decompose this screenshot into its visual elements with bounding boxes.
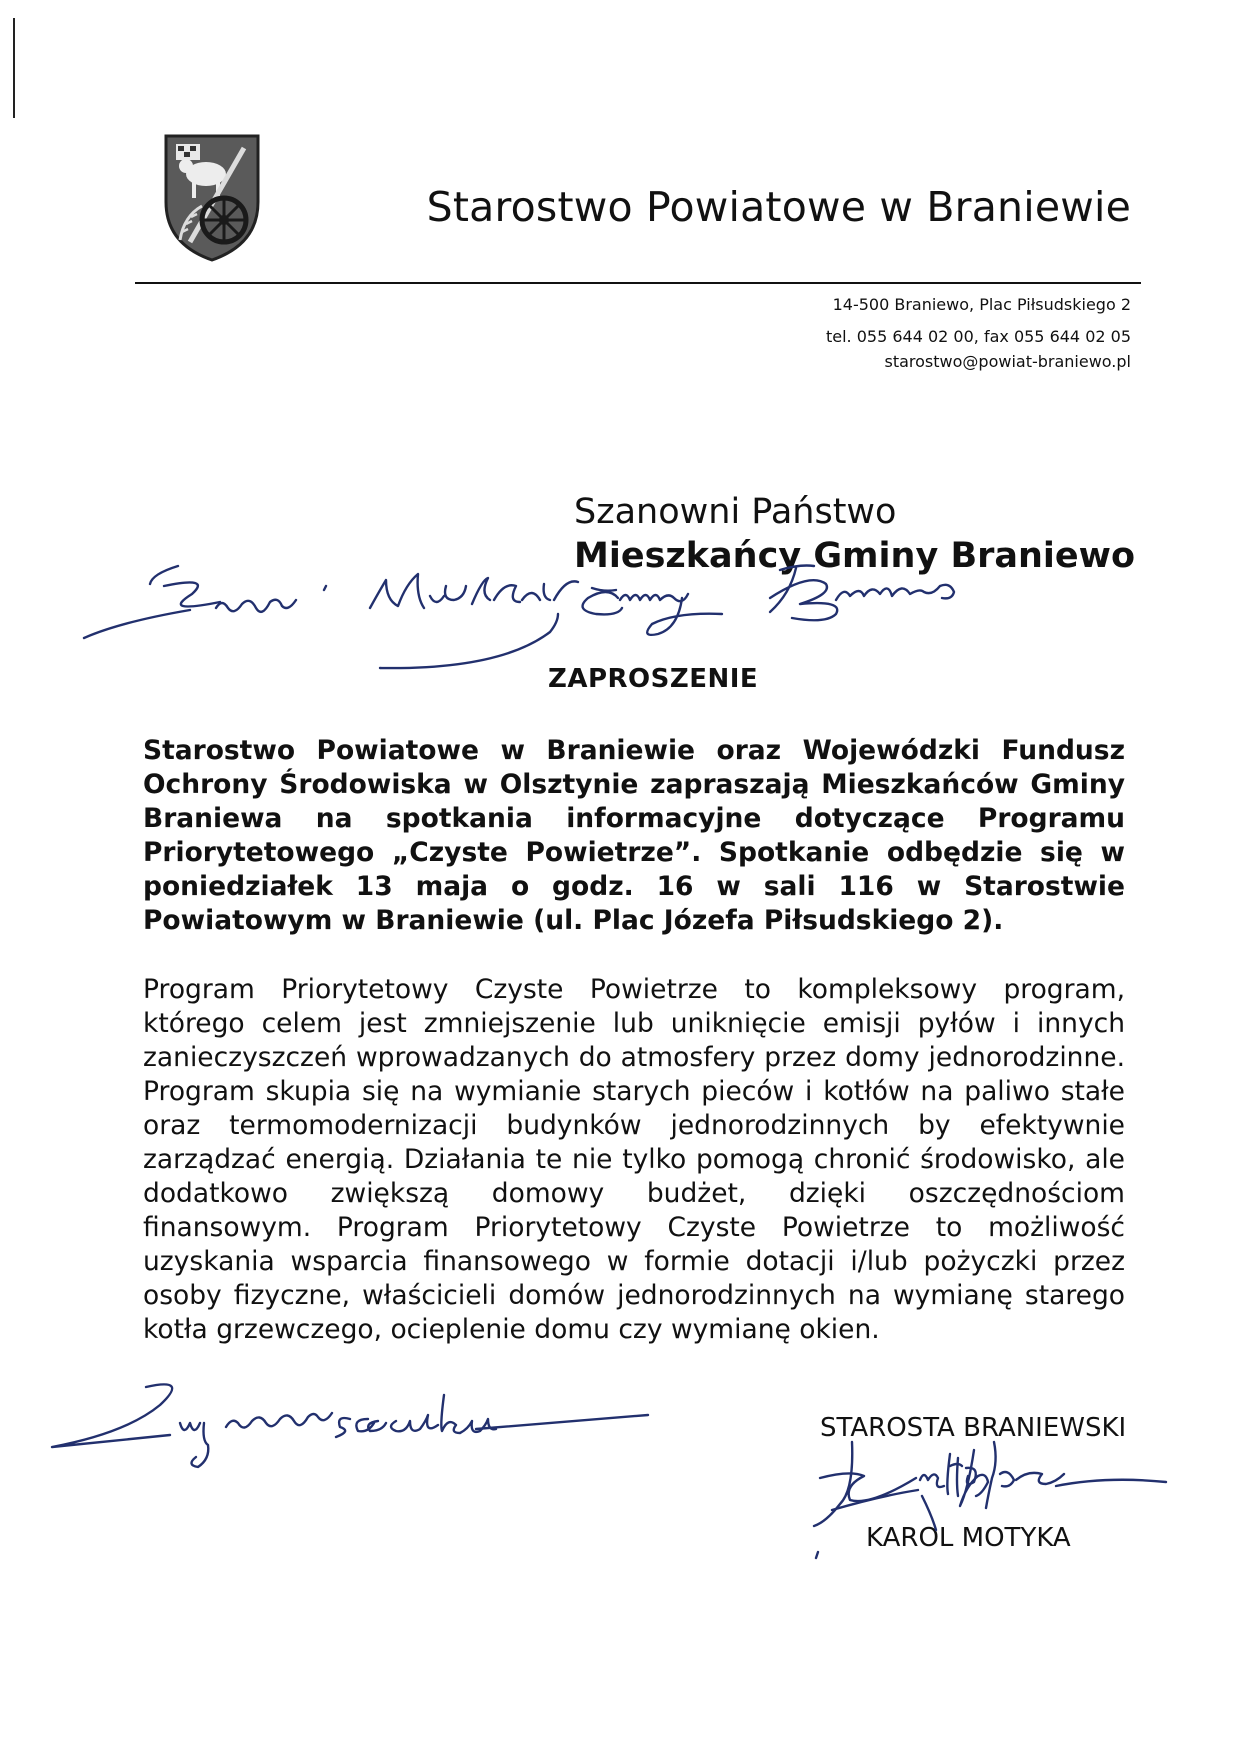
signatory-name: KAROL MOTYKA (866, 1523, 1071, 1553)
address-line: 14-500 Braniewo, Plac Piłsudskiego 2 (832, 295, 1131, 314)
salutation-line-1: Szanowni Państwo (574, 492, 897, 532)
header-divider (135, 282, 1141, 284)
handwritten-closing (50, 1375, 650, 1505)
email-line: starostwo@powiat-braniewo.pl (884, 352, 1131, 371)
salutation-line-2: Mieszkańcy Gminy Braniewo (574, 536, 1136, 576)
org-name: Starostwo Powiatowe w Braniewie (426, 183, 1131, 231)
letter-title: ZAPROSZENIE (548, 664, 759, 694)
paragraph-invitation: Starostwo Powiatowe w Braniewie oraz Wojewódzki Fundusz Ochrony Środowiska w Olsztynie zapraszają Mieszkańców Gminy Braniewa na spotkania informacyjne dotyczące Programu Priorytetowego „Czyste Powietrze”. Spotkanie odbędzie się w poniedziałek 13 maja o godz. 16 w sali 116 w Starostwie Powiatowym w Braniewie (ul. Plac Józefa Piłsudskiego 2). (143, 735, 1125, 936)
contact-block (826, 292, 1131, 374)
signature-starosta (810, 1430, 1170, 1560)
phone-fax-line: tel. 055 644 02 00, fax 055 644 02 05 (825, 327, 1131, 346)
paragraph-program: Program Priorytetowy Czyste Powietrze to kompleksowy program, którego celem jest zmniejszenie lub uniknięcie emisji pyłów i innych zanieczyszczeń wprowadzanych do atmosfery przez domy jednorodzinne. Program skupia się na wymianie starych pieców i kotłów na paliwo stałe oraz termomodernizacji budynków jednorodzinnych by efektywnie zarządzać energią. Działania te nie tylko pomogą chronić środowisko, ale dodatkowo zwiększą domowy budżet, dzięki oszczędnościom finansowym. Program Priorytetowy Czyste Powietrze to możliwość uzyskania wsparcia finansowego w formie dotacji i/lub pożyczki przez osoby fizyczne, właścicieli domów jednorodzinnych na wymianę starego kotła grzewczego, ocieplenie domu czy wymianę okien. (143, 974, 1125, 1345)
coat-of-arms-icon (162, 132, 262, 264)
signatory-role: STAROSTA BRANIEWSKI (820, 1413, 1127, 1443)
scan-edge-line (13, 18, 15, 118)
